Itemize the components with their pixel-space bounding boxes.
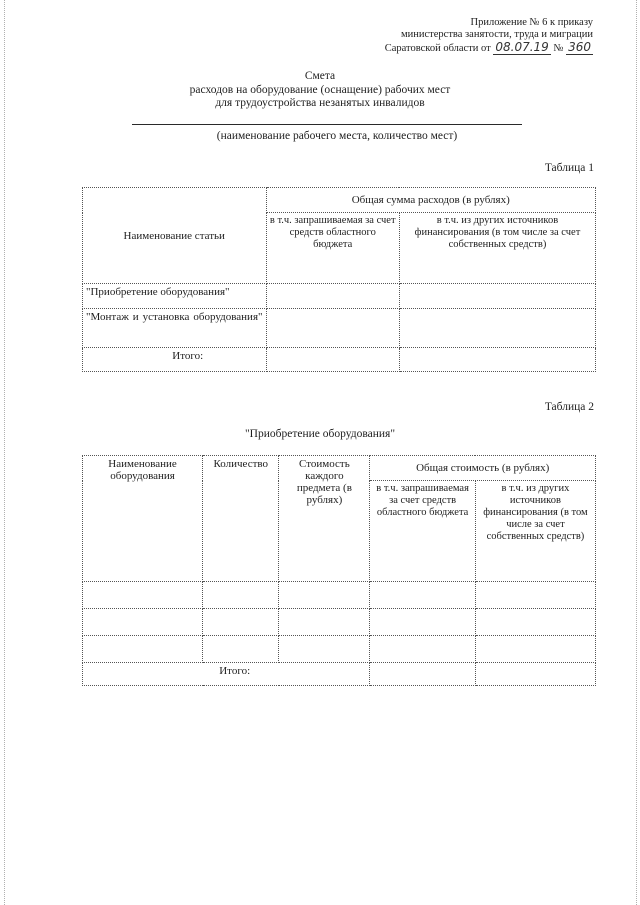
cell-empty[interactable] <box>475 582 595 609</box>
cell-empty[interactable] <box>279 582 370 609</box>
workplace-blank-caption: (наименование рабочего места, количество мест) <box>216 130 458 142</box>
table-row <box>83 609 596 636</box>
scan-edge-right <box>636 0 637 905</box>
expense-summary-table <box>82 187 596 372</box>
number-label: № <box>553 43 564 54</box>
cell-empty[interactable] <box>475 609 595 636</box>
table-row <box>83 309 596 348</box>
header-other-sources: в т.ч. из других источников финансирования (в том числе за счет собственных средств) <box>475 481 595 582</box>
cell-empty[interactable] <box>266 309 399 348</box>
table-row <box>83 582 596 609</box>
table-row <box>83 636 596 663</box>
table2-title: "Приобретение оборудования" <box>244 428 396 440</box>
header-total-amount: Общая сумма расходов (в рублях) <box>266 188 596 213</box>
table-total-row <box>83 348 596 372</box>
row-equipment-purchase: "Приобретение оборудования" <box>83 284 267 309</box>
cell-empty[interactable] <box>266 348 399 372</box>
handwritten-number: 360 <box>568 40 591 54</box>
cell-empty[interactable] <box>399 348 595 372</box>
cell-empty[interactable] <box>203 636 279 663</box>
cell-empty[interactable] <box>370 609 476 636</box>
scan-edge-left <box>4 0 5 905</box>
order-appendix-header <box>333 17 593 55</box>
header-other-sources: в т.ч. из других источников финансирования (в том числе за счет собственных средств) <box>399 213 595 284</box>
cell-empty[interactable] <box>203 609 279 636</box>
order-date-line <box>333 41 593 55</box>
document-title <box>100 70 540 111</box>
cell-empty[interactable] <box>370 636 476 663</box>
cell-empty[interactable] <box>83 636 203 663</box>
cell-empty[interactable] <box>203 582 279 609</box>
table2-label: Таблица 2 <box>544 401 594 413</box>
header-regional-budget: в т.ч. запрашиваемая за счет средств областного бюджета <box>266 213 399 284</box>
equipment-purchase-table <box>82 455 596 686</box>
header-equipment-name: Наименование оборудования <box>83 456 203 582</box>
table1-label: Таблица 1 <box>544 162 594 174</box>
handwritten-date: 08.07.19 <box>495 40 549 54</box>
region-date-prefix: Саратовской области от <box>384 43 491 54</box>
cell-empty[interactable] <box>266 284 399 309</box>
cell-empty[interactable] <box>475 663 595 686</box>
cell-empty[interactable] <box>83 609 203 636</box>
appendix-line: Приложение № 6 к приказу <box>470 17 593 28</box>
title-line-2: расходов на оборудование (оснащение) рабочих мест <box>189 83 451 96</box>
total-label: Итого: <box>83 348 267 372</box>
title-line-1: Смета <box>304 70 336 82</box>
header-total-cost: Общая стоимость (в рублях) <box>370 456 596 481</box>
cell-empty[interactable] <box>279 636 370 663</box>
header-regional-budget: в т.ч. запрашиваемая за счет средств областного бюджета <box>370 481 476 582</box>
title-line-3: для трудоустройства незанятых инвалидов <box>215 97 425 109</box>
table-header-row <box>83 188 596 213</box>
cell-empty[interactable] <box>399 309 595 348</box>
total-label: Итого: <box>83 663 370 686</box>
cell-empty[interactable] <box>399 284 595 309</box>
row-equipment-installation: "Монтаж и установка оборудования" <box>83 309 267 348</box>
cell-empty[interactable] <box>83 582 203 609</box>
workplace-blank-line <box>132 124 522 125</box>
header-item-name: Наименование статьи <box>83 188 267 284</box>
table-total-row <box>83 663 596 686</box>
cell-empty[interactable] <box>279 609 370 636</box>
ministry-line: министерства занятости, труда и миграции <box>401 29 593 40</box>
header-unit-cost: Стоимость каждого предмета (в рублях) <box>279 456 370 582</box>
table-header-row <box>83 456 596 481</box>
cell-empty[interactable] <box>370 663 476 686</box>
cell-empty[interactable] <box>475 636 595 663</box>
table-row <box>83 284 596 309</box>
header-quantity: Количество <box>203 456 279 582</box>
cell-empty[interactable] <box>370 582 476 609</box>
